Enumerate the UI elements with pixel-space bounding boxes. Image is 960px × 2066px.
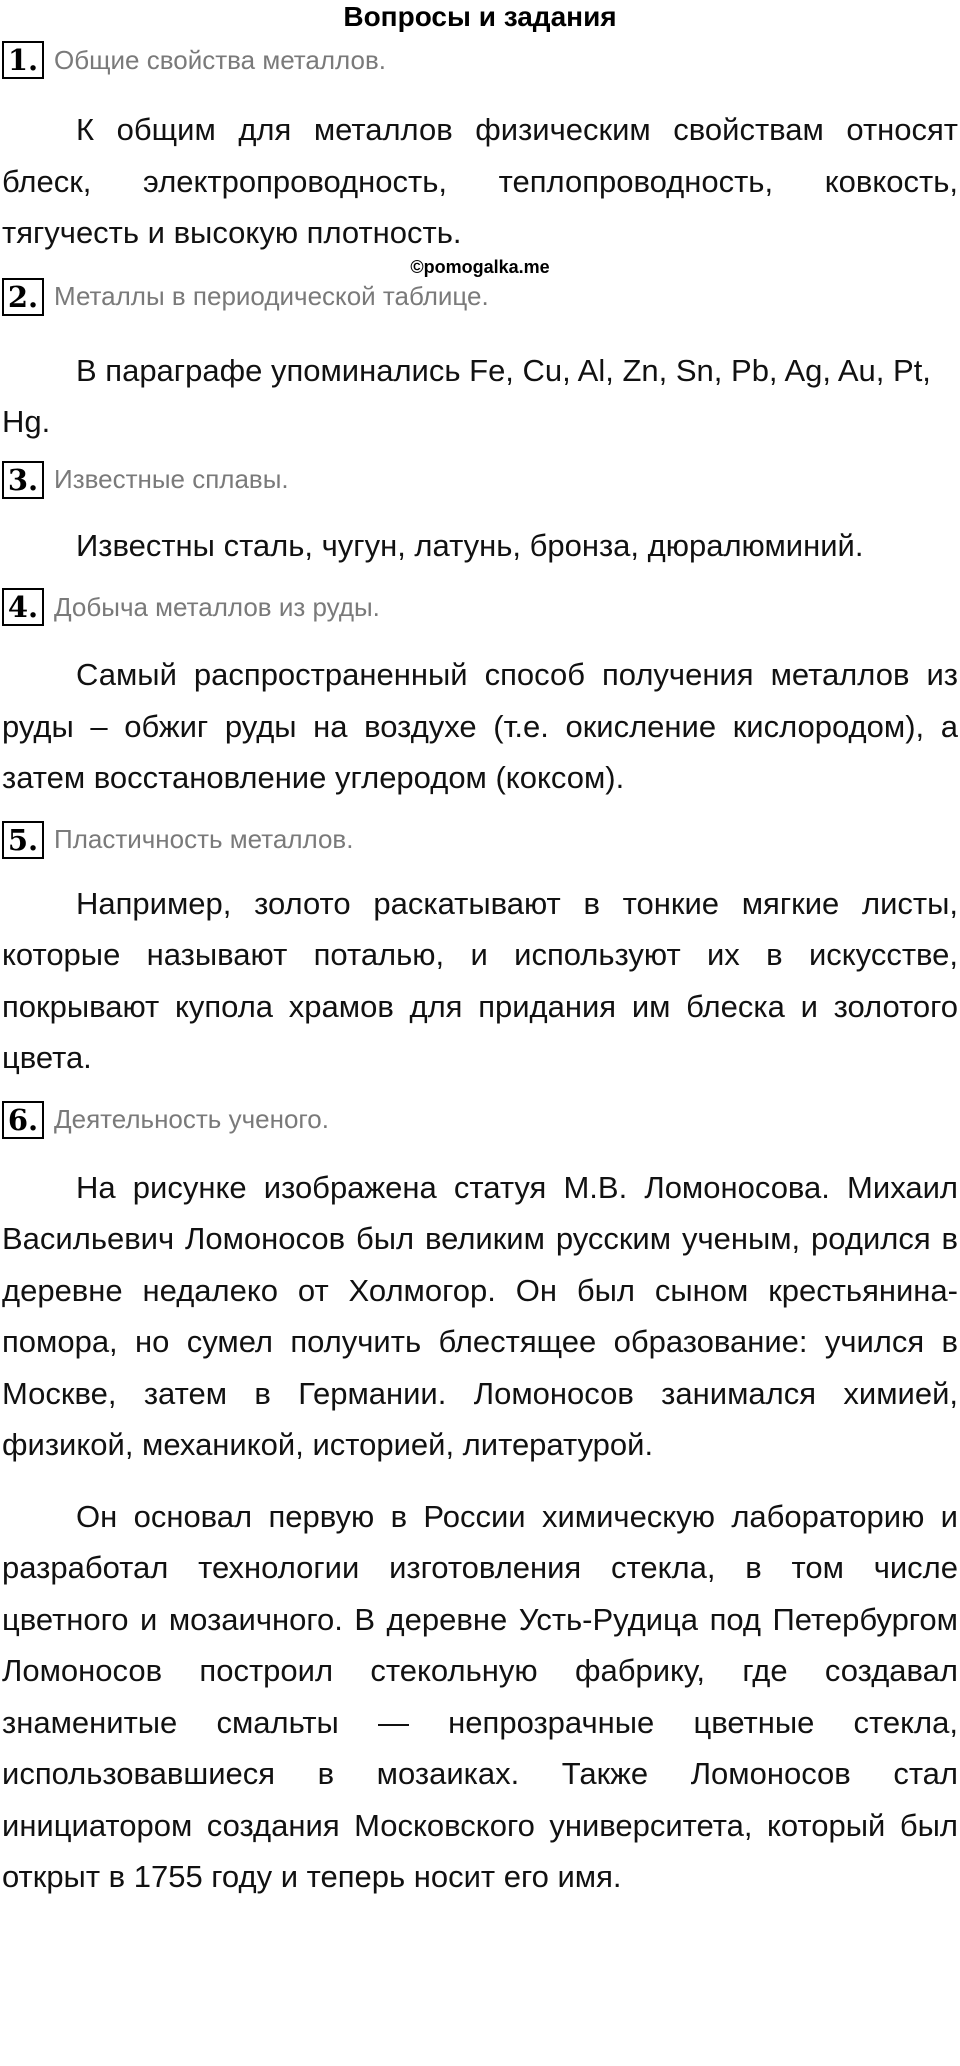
task-header bbox=[2, 275, 958, 319]
task-title: Добыча металлов из руды. bbox=[54, 591, 380, 622]
page-title: Вопросы и задания bbox=[343, 1, 617, 32]
task-4 bbox=[2, 585, 958, 804]
task-5 bbox=[2, 818, 958, 1084]
task-title: Известные сплавы. bbox=[54, 464, 289, 494]
watermark-text: ©pomogalka.me bbox=[410, 256, 550, 277]
task-number-box: 3. bbox=[2, 461, 44, 499]
answer-paragraph: Он основал первую в России химическую лабораторию и разработал технологии изготовления стекла, в том числе цветного и мозаичного. В деревне Усть-Рудица под Петербургом Ломоносов построил стекольную фабрику, где создавал знаменитые смальты — непрозрачные цветные стекла, использовавшиеся в мозаиках. Также Ломоносов стал инициатором создания Московского университета, который был открыт в 1755 году и теперь носит его имя. bbox=[2, 1498, 958, 1894]
task-number-box: 6. bbox=[2, 1101, 44, 1139]
answer-paragraph: На рисунке изображена статуя М.В. Ломоносова. Михаил Васильевич Ломоносов был великим русским ученым, родился в деревне недалеко от Холмогор. Он был сыном крестьянина-помора, но сумел получить блестящее образование: учился в Москве, затем в Германии. Ломоносов занимался химией, физикой, механикой, историей, литературой. bbox=[2, 1169, 958, 1462]
task-title: Деятельность ученого. bbox=[54, 1104, 329, 1134]
task-header bbox=[2, 818, 958, 862]
task-header bbox=[2, 585, 958, 629]
task-1 bbox=[2, 38, 958, 259]
answer-paragraph: Например, золото раскатывают в тонкие мягкие листы, которые называют поталью, и используют их в искусстве, покрывают купола храмов для придания им блеска и золотого цвета. bbox=[2, 885, 958, 1075]
answer-paragraph: К общим для металлов физическим свойствам относят блеск, электропроводность, теплопроводность, ковкость, тягучесть и высокую плотность. bbox=[2, 112, 958, 250]
task-number-box: 1. bbox=[2, 41, 44, 79]
task-3 bbox=[2, 458, 958, 572]
task-title: Пластичность металлов. bbox=[54, 824, 354, 854]
answer-paragraph: В параграфе упоминались Fe, Cu, Al, Zn, Sn, Pb, Ag, Au, Pt, Hg. bbox=[2, 352, 931, 439]
task-number-box: 4. bbox=[2, 588, 44, 626]
task-header bbox=[2, 38, 958, 82]
task-title: Общие свойства металлов. bbox=[54, 44, 387, 75]
task-title: Металлы в периодической таблице. bbox=[54, 281, 489, 311]
task-header bbox=[2, 458, 958, 502]
task-number-box: 2. bbox=[2, 278, 44, 316]
task-header bbox=[2, 1098, 958, 1142]
task-6 bbox=[2, 1098, 958, 1903]
task-number-box: 5. bbox=[2, 821, 44, 859]
answer-paragraph: Самый распространенный способ получения металлов из руды – обжиг руды на воздухе (т.е. окисление кислородом), а затем восстановление углеродом (коксом). bbox=[2, 657, 958, 795]
answer-paragraph: Известны сталь, чугун, латунь, бронза, дюралюминий. bbox=[76, 527, 864, 563]
task-2 bbox=[2, 275, 958, 448]
